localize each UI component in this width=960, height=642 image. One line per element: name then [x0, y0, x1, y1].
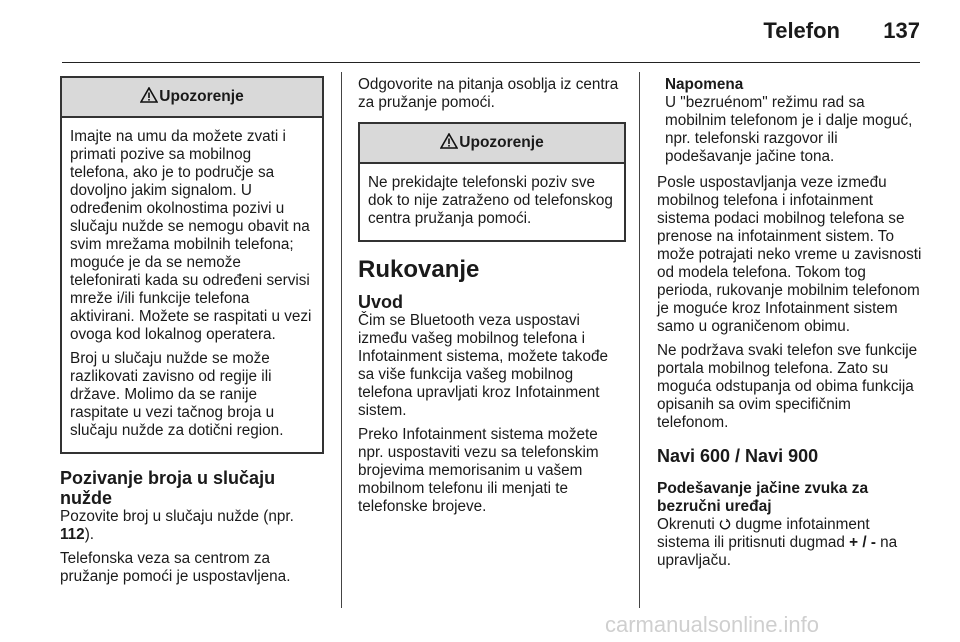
heading-rukovanje: Rukovanje [358, 256, 480, 283]
button-label: + / - [849, 534, 876, 551]
warning-icon [140, 87, 158, 103]
page-title: Telefon [763, 18, 840, 43]
section-title-navi: Navi 600 / Navi 900 [657, 446, 819, 466]
subheading-uvod: Uvod [358, 292, 403, 312]
warning-box [358, 122, 626, 242]
warning-label: Upozorenje [159, 88, 244, 105]
paragraph [657, 516, 925, 570]
text: Pozovite broj u slučaju nužde (npr. [60, 508, 294, 525]
warning-body [360, 164, 624, 240]
warning-body [62, 118, 322, 452]
note-box [657, 76, 925, 166]
rotary-knob-icon [719, 518, 731, 530]
column-left [60, 76, 324, 592]
note-text: U "bezruénom" režimu rad sa mobilnim telefonom je i dalje moguć, npr. telefonski razgovor ili podešavanje jačine tona. [665, 94, 913, 165]
column-divider [639, 72, 640, 608]
warning-paragraph: Ne prekidajte telefonski poziv sve dok to nije zatraženo od telefonskog centra pružanja pomoći. [368, 174, 613, 227]
paragraph [60, 508, 324, 544]
paragraph: Posle uspostavljanja veze između mobilnog telefona i infotainment sistema podaci mobilnog telefona se prenose na infotainment sistem. To može potrajati neko vreme u zavisnosti od modela telefona. Tokom tog perioda, rukovanje mobilnim telefonom je moguće kroz Infotainment sistem samo u ograničenom obimu. [657, 174, 922, 335]
note-title: Napomena [665, 76, 744, 93]
section-title-emergency: Pozivanje broja u slučaju nužde [60, 468, 276, 508]
warning-box [60, 76, 324, 454]
watermark: carmanualsonline.info [605, 612, 820, 637]
subsection-title-volume: Podešavanje jačine zvuka za bezručni uređaj [657, 480, 869, 515]
paragraph: Čim se Bluetooth veza uspostavi između vašeg mobilnog telefona i Infotainment sistema, možete takođe sa više funkcija vašeg mobilnog telefona upravljati kroz Infotainment sistem. [358, 312, 608, 419]
emergency-number: 112 [60, 526, 85, 543]
text: na upravljaču. [657, 534, 898, 569]
paragraph: Odgovorite na pitanja osoblja iz centra za pružanje pomoći. [358, 76, 619, 111]
page-header [62, 0, 920, 62]
paragraph: Telefonska veza sa centrom za pružanje pomoći je uspostavljena. [60, 550, 291, 585]
warning-icon [440, 133, 458, 149]
warning-header [62, 78, 322, 118]
text: ). [84, 526, 95, 543]
column-divider [341, 72, 342, 608]
column-middle [358, 76, 626, 522]
paragraph: Ne podržava svaki telefon sve funkcije portala mobilnog telefona. Zato su moguća odstupanja od obima funkcija opisanih sa ovim specifičnim telefonom. [657, 342, 918, 431]
warning-label: Upozorenje [459, 134, 544, 151]
paragraph: Preko Infotainment sistema možete npr. uspostaviti vezu sa telefonskim brojevima memorisanim u vašem mobilnom telefonu ili menjati te telefonske brojeve. [358, 426, 599, 515]
warning-paragraph: Broj u slučaju nužde se može razlikovati zavisno od regije ili države. Molimo da se ranije raspitate u vezi tačnog broja u slučaju nužde za dotični region. [70, 350, 284, 439]
column-right [657, 76, 925, 576]
header-divider [62, 62, 920, 63]
text: dugme infotainment sistema ili pritisnuti dugmad [657, 516, 870, 551]
warning-paragraph: Imajte na umu da možete zvati i primati pozive sa mobilnog telefona, ako je to područje sa dovoljno jakim signalom. U određenim okolnostima pozivi u slučaju nužde se nemogu obavit na svim mrežama mobilnih telefona; moguće je da se nemože telefonirati kada su određeni servisi mreže i/ili funkcije telefona aktivirani. Možete se raspitati u vezi ovoga kod lokalnog operatera. [70, 128, 312, 343]
text: Okrenuti [657, 516, 715, 533]
page-number: 137 [883, 18, 920, 43]
warning-header [360, 124, 624, 164]
